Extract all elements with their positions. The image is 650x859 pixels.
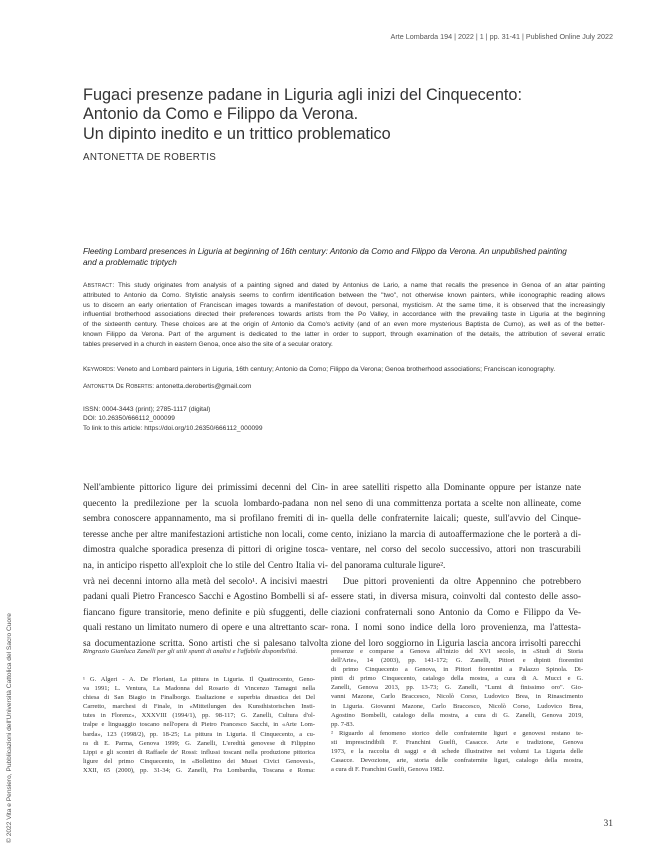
body-line: dimostra qualche sporadica presenza di pittori di origine tosca-	[83, 545, 328, 556]
abstract-line	[83, 281, 605, 291]
title-line: Fugaci presenze padane in Liguria agli inizi del Cinquecento:	[83, 86, 522, 104]
footnote-line: tralpe e linguaggio toscano nell'opera di Pietro Francesco Sacchi, in «Arte Lom-	[83, 721, 315, 729]
body-column-right	[331, 481, 581, 653]
abstract-line: tables preserved in a church in eastern Genoa, once also the site of a secular oratory.	[83, 340, 333, 348]
body-line: vrà nei decenni intorno alla metà del secolo¹. A incisivi maestri	[83, 576, 328, 587]
body-line: ventare, nel corso del secolo successivo, attori non trascurabili	[331, 545, 581, 556]
doi: DOI: 10.26350/666112_000099	[83, 415, 175, 423]
footnote-line: ² Riguardo al fenomeno storico delle confraternite liguri e genovesi restano te-	[331, 729, 583, 737]
footnote-line: Lippi e gli scontri di Raffaele de' Rossi: influssi toscani nella produzione pittorica	[83, 748, 315, 756]
body-line: padani quali Pietro Francesco Sacchi e Agostino Bombelli si af-	[83, 592, 328, 603]
body-line: nel seno di una committenza portata a scelte non allineate, come	[331, 498, 581, 509]
abstract-line: known Filippo da Verona. Part of the argument is dedicated to the latter in order to support, through examination of the details, the attribution of several erratic	[83, 330, 605, 338]
body-line: quella delle confraternite laicali; queste, sull'avvio del Cinque-	[331, 514, 581, 525]
footnote-line: ra di E. Parma, Genova 1999; G. Zanelli, L'eredità genovese di Filippino	[83, 739, 315, 747]
article-identifiers	[83, 405, 263, 433]
footnotes-left	[83, 675, 315, 775]
contact-lead: Antonetta De Robertis:	[83, 383, 155, 390]
abstract-line: of the sixteenth century. These choices are at the origin of Antonio da Como's activity (and of an even more mysterious Baptista de Cumo), as well as of the better-	[83, 321, 605, 329]
footnote-line: vanni Mazone, Carlo Braccesco, Nicolò Corso, Ludovico Brea, in Rinascimento	[331, 693, 583, 701]
footnote-line: 1973, e la raccolta di saggi e di schede illustrative nei volumi La Liguria delle	[331, 748, 583, 756]
footnote-line: Casacce. Devozione, arte, storia delle confraternite liguri, catalogo della mostra,	[331, 757, 583, 765]
footnote-line: presenze e comparse a Genova all'inizio del XVI secolo, in «Studi di Storia	[331, 648, 583, 655]
body-line: zione del loro soggiorno in Liguria lascia ancora irrisolti parecchi	[331, 638, 581, 649]
page-number: 31	[603, 819, 613, 829]
abstract-line: attributed to Antonio da Como. Stylistic analysis seems to confirm identification between the "two", not otherwise known painters, while iconographic reading allows	[83, 291, 605, 299]
abstract-line: influential brotherhood associations directed their preferences towards artists from the Po Valley, in accordance with the prevailing taste in Liguria at the beginning	[83, 311, 605, 319]
acknowledgement: Ringrazio Gianluca Zanelli per gli utili spunti di analisi e l'affabile disponibilità.	[83, 648, 298, 655]
english-title	[83, 246, 605, 268]
footnote-line: chiesa di San Biagio in Finalborgo. Esaltazione e superbia dinastica dei Del	[83, 694, 315, 702]
contact-email[interactable]: antonetta.derobertis@gmail.com	[154, 383, 252, 390]
body-line: cento, iniziano la marcia di autoaffermazione che le porterà a di-	[331, 529, 581, 540]
footnote-line: dell'Arte», 14 (2003), pp. 141-172; G. Zanelli, Pittori e dipinti fiorentini	[331, 657, 583, 665]
footnote-line: tutes in Florenz», XXXVIII (1994/1), pp. 98-117; G. Zanelli, Cultura d'ol-	[83, 712, 315, 720]
abstract-line-text: This study originates from analysis of a painting signed and dated by Antonius de Lario, a name that recalls the presence in Genoa of an altar painting	[114, 282, 605, 289]
keywords-text: Veneto and Lombard painters in Liguria, 16th century; Antonio da Como; Filippo da Verona; Genoa brotherhood associations; Franciscan iconography.	[115, 366, 556, 373]
body-line: ciazioni confraternali sono Antonio da Como e Filippo da Ve-	[331, 607, 581, 618]
body-line: sa documentazione scritta. Sono artisti che si palesano talvolta	[83, 638, 328, 649]
footnote-line: sti imprescindibili F. Franchini Guelfi, Casacce. Arte e tradizione, Genova	[331, 738, 583, 746]
footnote-line: va 1991; L. Ventura, La Madonna del Rosario di Vincenzo Tamagni nella	[83, 685, 315, 693]
footnote-line: XXII, 65 (2000), pp. 31-34; G. Zanelli, Fra Lombardia, Toscana e Roma:	[83, 766, 315, 774]
body-line: quali restano un limitato numero di opere e una altrettanto scar-	[83, 623, 328, 634]
body-line: teresse anche per altre manifestazioni artistiche non locali, come	[83, 529, 328, 540]
footnote-line: Zanelli, Genova 2013, pp. 13-73; G. Zanelli, "Lumi di finissimo oro". Gio-	[331, 684, 583, 692]
title-line: Antonio da Como e Filippo da Verona.	[83, 105, 359, 124]
footnote-line: Carretto, marchesi di Finale, in «Mitteilungen des Kunsthistorischen Insti-	[83, 703, 315, 711]
body-line: quecento la predilezione per la scuola lombardo-padana non	[83, 498, 328, 509]
footnote-line: pp. 7-83.	[331, 720, 355, 728]
footnote-line: di primo Cinquecento a Genova, in Pittori fiorentini a Palazzo Spinola. Di-	[331, 666, 583, 674]
body-line: Nell'ambiente pittorico ligure dei primissimi decenni del Cin-	[83, 483, 328, 493]
abstract-lead: Abstract:	[83, 282, 115, 289]
author-name: ANTONETTA DE ROBERTIS	[83, 152, 217, 163]
english-title-line: Fleeting Lombard presences in Liguria at beginning of 16th century: Antonio da Como and Filippo da Verona. An unpublished painting	[83, 247, 567, 256]
abstract-line: us to discern an early orientation of Franciscan images towards a manifestation of devout, personal, mysticism. At the same time, it is observed that the increasingly	[83, 301, 605, 309]
body-line: Due pittori provenienti da oltre Appennino che potrebbero	[343, 576, 581, 587]
body-column-left	[83, 481, 328, 653]
footnote-line: ¹ G. Algeri - A. De Floriani, La pittura in Liguria. Il Quattrocento, Geno-	[83, 676, 315, 683]
body-line: del panorama culturale ligure².	[331, 560, 446, 571]
footnote-line: ligure del primo Cinquecento, in «Bollettino dei Musei Civici Genovesi»,	[83, 757, 315, 765]
body-line: essere stati, in diversa misura, coinvolti dal contesto delle asso-	[331, 592, 581, 603]
english-title-line: and a problematic triptych	[83, 258, 177, 267]
author-contact	[83, 382, 251, 392]
footnote-line: barda», 123 (1998/2), pp. 18-25; La pittura in Liguria. Il Cinquecento, a cu-	[83, 730, 315, 738]
body-line: na, in anticipo rispetto all'exploit che lo stile del Centro Italia vi-	[83, 560, 328, 571]
body-line: in aree satelliti rispetto alla Dominante oppure per istanze nate	[331, 483, 581, 493]
body-line: sembra conoscere appannamento, ma si profilano fremiti di in-	[83, 514, 328, 525]
footnote-line: pinti di primo Cinquecento, catalogo della mostra, a cura di A. Mucci e G.	[331, 675, 583, 683]
title-line: Un dipinto inedito e un trittico problematico	[83, 124, 391, 143]
issn: ISSN: 0004-3443 (print); 2785-1117 (digital)	[83, 406, 211, 413]
footnote-line: in Liguria. Giovanni Mazone, Carlo Braccesco, Nicolò Corso, Ludovico Brea,	[331, 702, 583, 710]
footnote-line: a cura di F. Franchini Guelfi, Genova 1982.	[331, 766, 445, 774]
body-line: rona. I nomi sono indice della loro provenienza, ma l'attesta-	[331, 623, 581, 634]
footnotes-right	[331, 647, 583, 774]
running-head: Arte Lombarda 194 | 2022 | 1 | pp. 31-41 | Published Online July 2022	[390, 32, 613, 41]
body-line: fiancano figure transitorie, meno definite e più sfuggenti, delle	[83, 607, 328, 618]
copyright-side-text: © 2022 Vita e Pensiero, Pubblicazioni dell'Università Cattolica del Sacro Cuore	[6, 613, 13, 843]
abstract	[83, 281, 605, 350]
footnote-line: Agostino Bombelli, catalogo della mostra, a cura di G. Zanelli, Genova 2019,	[331, 711, 583, 719]
article-link[interactable]: To link to this article: https://doi.org/10.26350/666112_000099	[83, 424, 263, 432]
keywords	[83, 365, 605, 375]
keywords-lead: Keywords:	[83, 366, 116, 373]
article-title	[83, 86, 553, 144]
